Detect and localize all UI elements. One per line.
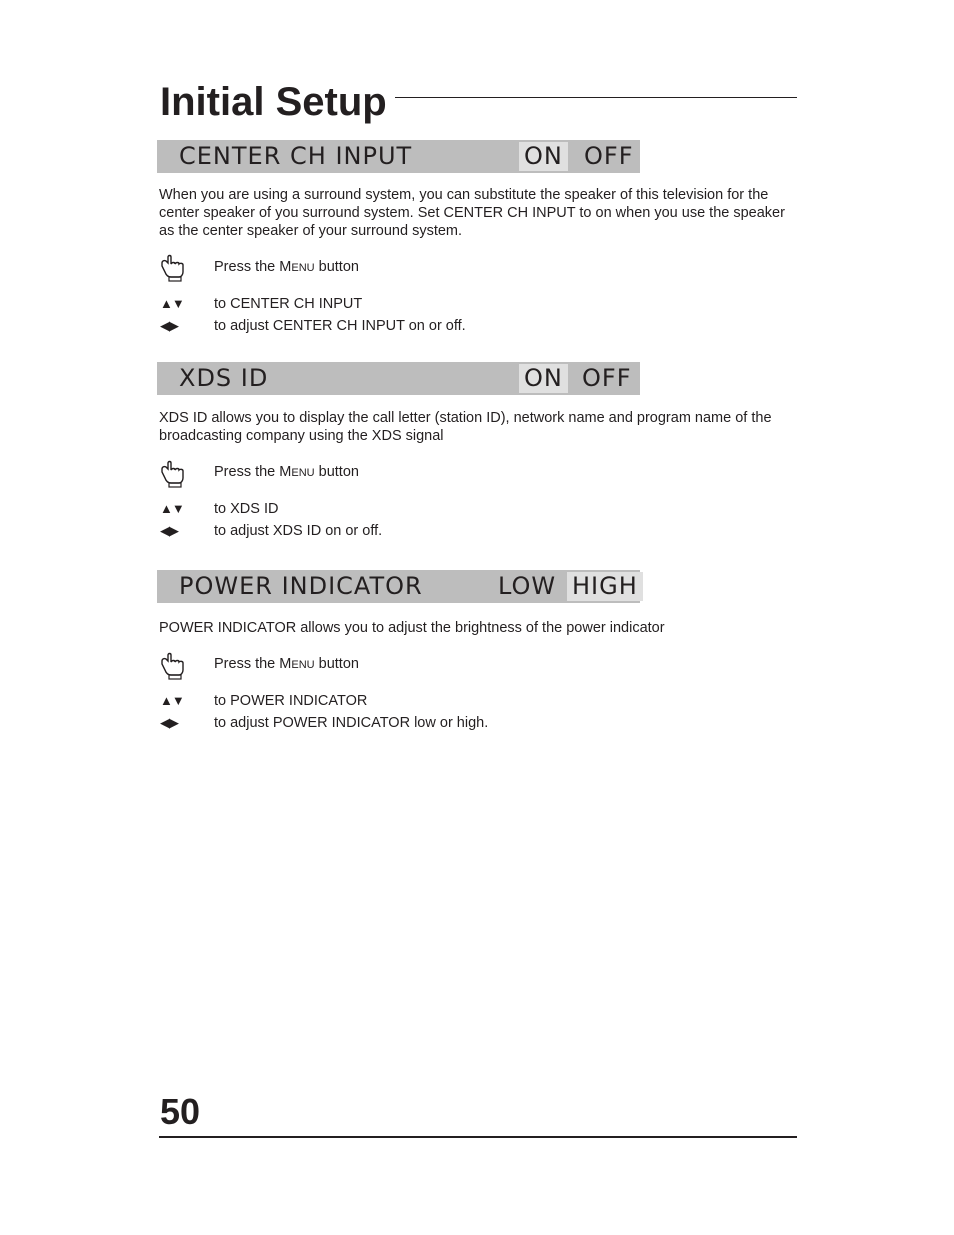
center-ch-input-option-off: OFF xyxy=(584,142,634,170)
step-menu-suffix: button xyxy=(314,656,359,672)
xds-id-option-off: OFF xyxy=(582,364,632,392)
page-number: 50 xyxy=(160,1091,201,1132)
up-down-arrows-icon: ▲▼ xyxy=(160,296,184,311)
title-rule xyxy=(395,97,797,98)
left-right-arrows-icon: ◀▶ xyxy=(160,523,178,538)
left-right-arrows-icon: ◀▶ xyxy=(160,715,178,730)
xds-id-bar xyxy=(157,362,640,395)
xds-id-step-leftright: to adjust XDS ID on or off. xyxy=(214,523,383,539)
power-indicator-label: POWER INDICATOR xyxy=(179,572,423,600)
center-ch-input-step-menu xyxy=(214,258,359,277)
menu-word: MENU xyxy=(279,464,315,480)
step-menu-suffix: button xyxy=(314,464,359,480)
menu-word: MENU xyxy=(279,259,315,275)
power-indicator-step-updown: to POWER INDICATOR xyxy=(214,693,368,709)
left-right-arrows-icon: ◀▶ xyxy=(160,318,178,333)
xds-id-option-on: ON xyxy=(519,364,568,393)
step-menu-prefix: Press the xyxy=(214,656,280,672)
step-menu-suffix: button xyxy=(314,259,359,275)
xds-id-step-menu xyxy=(214,463,359,482)
xds-id-description: XDS ID allows you to display the call letter (station ID), network name and program name of the broadcasting company using the XDS signal xyxy=(159,410,772,444)
hand-press-icon xyxy=(159,652,189,680)
center-ch-input-description: When you are using a surround system, you can substitute the speaker of this television for the center speaker of you surround system. Set CENTER CH INPUT to on when you use the speaker as the center speaker of your surround system. xyxy=(159,187,785,239)
power-indicator-bar xyxy=(157,570,640,603)
power-indicator-option-low: LOW xyxy=(498,572,557,600)
power-indicator-step-leftright: to adjust POWER INDICATOR low or high. xyxy=(214,715,489,731)
center-ch-input-step-leftright: to adjust CENTER CH INPUT on or off. xyxy=(214,318,466,334)
center-ch-input-option-on: ON xyxy=(519,142,568,171)
power-indicator-step-menu xyxy=(214,655,359,674)
power-indicator-description: POWER INDICATOR allows you to adjust the brightness of the power indicator xyxy=(159,620,665,636)
page-title: Initial Setup xyxy=(160,80,387,124)
center-ch-input-label: CENTER CH INPUT xyxy=(179,142,413,170)
xds-id-step-updown: to XDS ID xyxy=(214,501,279,517)
bottom-rule xyxy=(159,1136,797,1138)
step-menu-prefix: Press the xyxy=(214,464,280,480)
hand-press-icon xyxy=(159,460,189,488)
center-ch-input-step-updown: to CENTER CH INPUT xyxy=(214,296,363,312)
up-down-arrows-icon: ▲▼ xyxy=(160,693,184,708)
xds-id-label: XDS ID xyxy=(179,364,269,392)
menu-word: MENU xyxy=(279,656,315,672)
power-indicator-option-high: HIGH xyxy=(567,572,643,601)
up-down-arrows-icon: ▲▼ xyxy=(160,501,184,516)
hand-press-icon xyxy=(159,254,189,282)
step-menu-prefix: Press the xyxy=(214,259,280,275)
center-ch-input-bar xyxy=(157,140,640,173)
